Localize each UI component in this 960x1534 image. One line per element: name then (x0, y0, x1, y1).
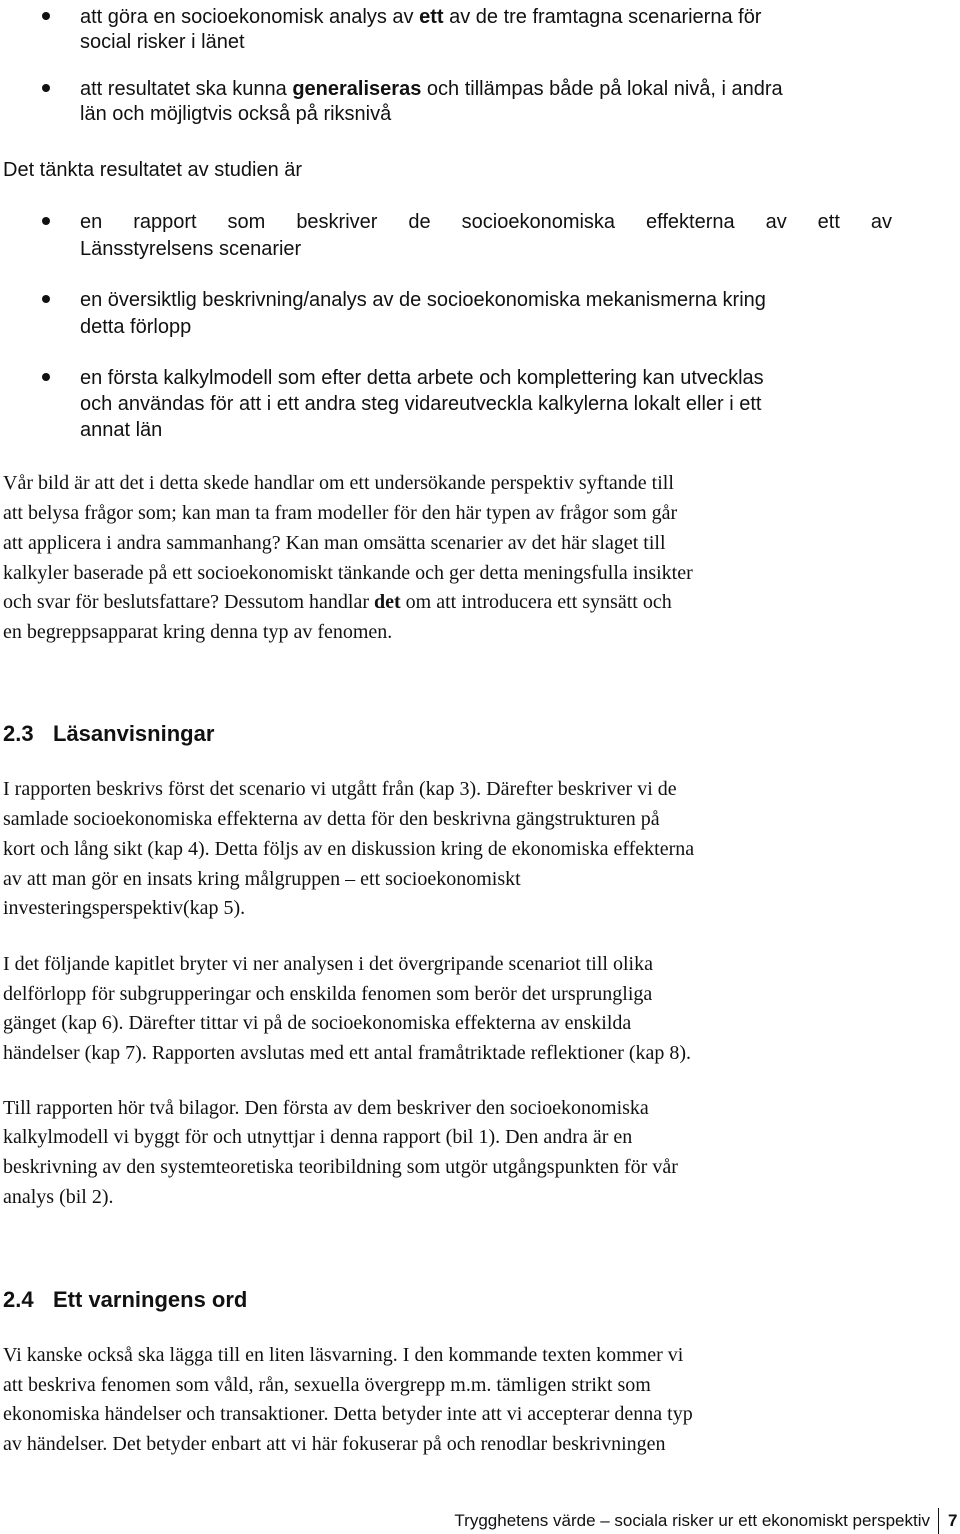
text-line: händelser (kap 7). Rapporten avslutas med ett antal framåtriktade reflektioner (kap 8). (3, 1042, 692, 1064)
text-line: kalkylmodell vi byggt för och utnyttjar i denna rapport (bil 1). Den andra är en (3, 1126, 633, 1148)
text-line: beskrivning av den systemteoretiska teoribildning som utgör utgångspunkten för vår (3, 1156, 678, 1178)
section-title: Ett varningens ord (53, 1287, 248, 1312)
bullet-dot-icon (42, 84, 50, 92)
text-line: att applicera i andra sammanhang? Kan man omsätta scenarier av det här slaget till (3, 532, 666, 554)
text-line: Till rapporten hör två bilagor. Den första av dem beskriver den socioekonomiska (3, 1097, 649, 1119)
section-title: Läsanvisningar (53, 721, 215, 746)
text-line: kort och lång sikt (kap 4). Detta följs av en diskussion kring de ekonomiska effekterna (3, 838, 695, 860)
intro-line: Det tänkta resultatet av studien är (3, 159, 303, 181)
footer-divider (938, 1508, 939, 1534)
section-heading (3, 1286, 247, 1314)
text-line: samlade socioekonomiska effekterna av detta för den beskrivna gängstrukturen på (3, 808, 660, 830)
text-line: I det följande kapitlet bryter vi ner analysen i det övergripande scenariot till olika (3, 953, 653, 975)
text-line: detta förlopp (80, 316, 192, 338)
text-line: och användas för att i ett andra steg vidareutveckla kalkylerna lokalt eller i ett (80, 393, 762, 415)
text-line: och svar för beslutsfattare? Dessutom handlar det om att introducera ett synsätt och (3, 591, 672, 613)
text-line: en begreppsapparat kring denna typ av fenomen. (3, 621, 393, 643)
text-line: av händelser. Det betyder enbart att vi här fokuserar på och renodlar beskrivningen (3, 1433, 666, 1455)
text-line: att beskriva fenomen som våld, rån, sexuella övergrepp m.m. tämligen strikt som (3, 1374, 651, 1396)
text-line: Länsstyrelsens scenarier (80, 238, 302, 260)
section-heading (3, 720, 214, 748)
bullet-dot-icon (42, 373, 50, 381)
text-line: en första kalkylmodell som efter detta arbete och komplettering kan utvecklas (80, 367, 764, 389)
text-line: ekonomiska händelser och transaktioner. Detta betyder inte att vi accepterar denna typ (3, 1403, 693, 1425)
text-line: att göra en socioekonomisk analys av ett av de tre framtagna scenarierna för (80, 6, 762, 28)
text-line: att belysa frågor som; kan man ta fram modeller för den här typen av frågor som går (3, 502, 678, 524)
text-line: analys (bil 2). (3, 1186, 114, 1208)
text-line: Vi kanske också ska lägga till en liten läsvarning. I den kommande texten kommer vi (3, 1344, 684, 1366)
text-line: gänget (kap 6). Därefter tittar vi på de socioekonomiska effekterna av enskilda (3, 1012, 632, 1034)
text-line: län och möjligtvis också på riksnivå (80, 103, 392, 125)
text-line: annat län (80, 419, 163, 441)
footer-title: Trygghetens värde – sociala risker ur ett ekonomiskt perspektiv (454, 1511, 930, 1530)
text-line: att resultatet ska kunna generaliseras och tillämpas både på lokal nivå, i andra (80, 78, 783, 100)
text-line: social risker i länet (80, 31, 245, 53)
text-line: Vår bild är att det i detta skede handlar om ett undersökande perspektiv syftande till (3, 472, 674, 494)
page-footer (0, 1508, 960, 1533)
bullet-dot-icon (42, 217, 50, 225)
text-line: kalkyler baserade på ett socioekonomiskt tänkande och ger detta meningsfulla insikter (3, 562, 693, 584)
bullet-dot-icon (42, 295, 50, 303)
page-number: 7 (948, 1511, 958, 1530)
text-line: av att man gör en insats kring målgruppen – ett socioekonomiskt (3, 868, 521, 890)
text-line: delförlopp för subgrupperingar och enskilda fenomen som berör det ursprungliga (3, 983, 653, 1005)
text-line: investeringsperspektiv(kap 5). (3, 897, 246, 919)
bullet-dot-icon (42, 12, 50, 20)
section-number: 2.4 (3, 1287, 34, 1312)
text-line: en rapport som beskriver de socioekonomiska effekterna av ett av (80, 211, 892, 233)
text-line: I rapporten beskrivs först det scenario vi utgått från (kap 3). Därefter beskriver vi de (3, 778, 677, 800)
text-line: en översiktlig beskrivning/analys av de socioekonomiska mekanismerna kring (80, 289, 766, 311)
section-number: 2.3 (3, 721, 34, 746)
